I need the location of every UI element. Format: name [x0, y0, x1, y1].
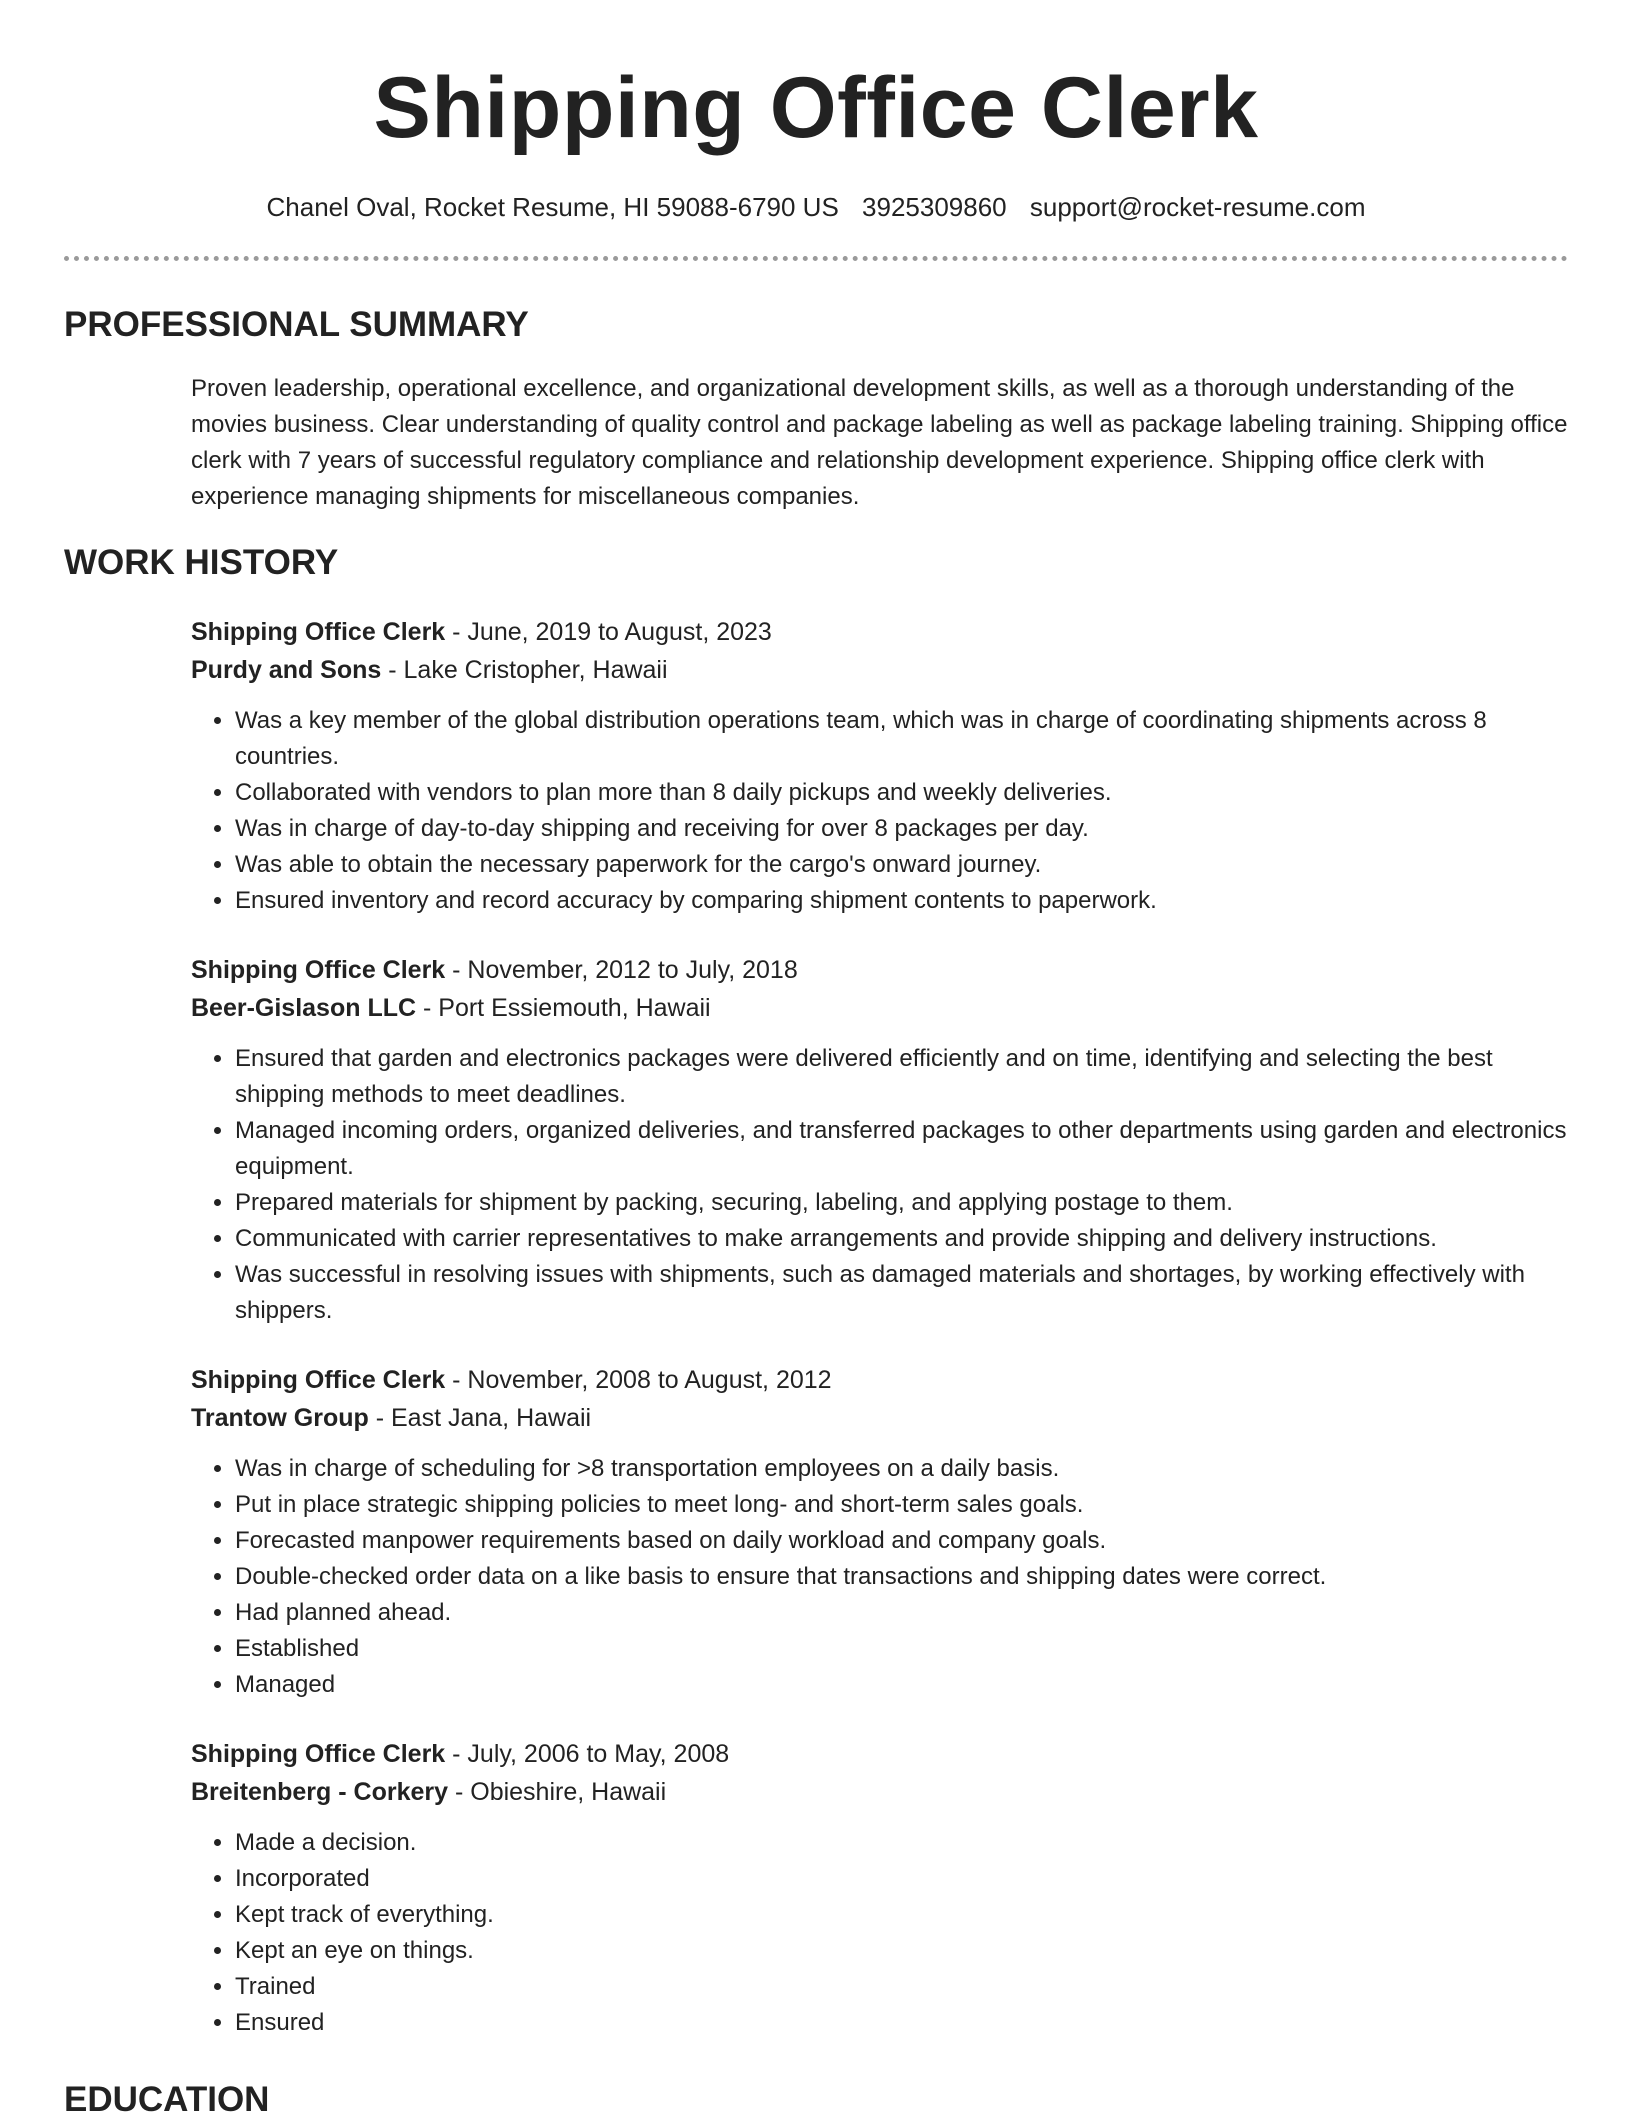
job-dates: - November, 2008 to August, 2012 [445, 1366, 832, 1394]
job-company-line [191, 1399, 1568, 1437]
job-role: Shipping Office Clerk [191, 1740, 446, 1768]
job-location: - Obieshire, Hawaii [448, 1778, 667, 1806]
job-bullet: • Had planned ahead. [235, 1595, 1568, 1631]
job-bullet: • Was in charge of scheduling for >8 transportation employees on a daily basis. [235, 1451, 1568, 1487]
job-entry [191, 1361, 1568, 1703]
education-heading: EDUCATION [64, 2080, 270, 2119]
job-role: Shipping Office Clerk [191, 956, 446, 984]
job-company: Trantow Group [191, 1404, 369, 1432]
job-company-line [191, 1773, 1568, 1811]
job-dates: - June, 2019 to August, 2023 [445, 618, 772, 646]
job-location: - Lake Cristopher, Hawaii [381, 656, 668, 684]
job-bullet: • Was a key member of the global distribution operations team, which was in charge of coordinating shipments across 8 countries. [235, 703, 1568, 775]
contact-email: support@rocket-resume.com [1029, 192, 1366, 222]
job-bullet: • Was successful in resolving issues with shipments, such as damaged materials and shortages, by working effectively with shippers. [235, 1257, 1568, 1329]
job-bullet: • Forecasted manpower requirements based on daily workload and company goals. [235, 1523, 1568, 1559]
job-bullet: • Made a decision. [235, 1825, 1568, 1861]
job-role-line [191, 613, 1568, 651]
job-role: Shipping Office Clerk [191, 1366, 446, 1394]
job-bullet: • Kept an eye on things. [235, 1933, 1568, 1969]
summary-text: Proven leadership, operational excellence, and organizational development skills, as well as a thorough understanding of the movies business. Clear understanding of quality control and package labeling as well as package labeling training. Shipping office clerk with 7 years of successful regulatory compliance and relationship development experience. Shipping office clerk with experience managing shipments for miscellaneous companies. [191, 375, 1568, 510]
job-bullet: • Ensured inventory and record accuracy by comparing shipment contents to paperwork. [235, 883, 1568, 919]
job-dates: - July, 2006 to May, 2008 [445, 1740, 730, 1768]
summary-heading: PROFESSIONAL SUMMARY [64, 305, 529, 344]
resume-page [64, 0, 1568, 2119]
job-bullets [191, 703, 1568, 919]
job-company: Beer-Gislason LLC [191, 994, 417, 1022]
job-location: - Port Essiemouth, Hawaii [416, 994, 711, 1022]
job-bullet: • Incorporated [235, 1861, 1568, 1897]
job-location: - East Jana, Hawaii [368, 1404, 592, 1432]
job-company: Purdy and Sons [191, 656, 382, 684]
job-role-line [191, 1361, 1568, 1399]
job-role-line [191, 1735, 1568, 1773]
job-bullet: • Ensured that garden and electronics packages were delivered efficiently and on time, identifying and selecting the best shipping methods to meet deadlines. [235, 1041, 1568, 1113]
job-bullet: • Put in place strategic shipping policies to meet long- and short-term sales goals. [235, 1487, 1568, 1523]
job-bullet: • Collaborated with vendors to plan more than 8 daily pickups and weekly deliveries. [235, 775, 1568, 811]
contact-address: Chanel Oval, Rocket Resume, HI 59088-6790 US [266, 192, 839, 222]
job-entry [191, 951, 1568, 1329]
job-company-line [191, 651, 1568, 689]
job-entry [191, 1735, 1568, 2041]
job-bullet: • Was able to obtain the necessary paperwork for the cargo's onward journey. [235, 847, 1568, 883]
job-bullet: • Kept track of everything. [235, 1897, 1568, 1933]
job-bullets [191, 1825, 1568, 2041]
job-role-line [191, 951, 1568, 989]
job-entry [191, 613, 1568, 919]
job-bullet: • Managed incoming orders, organized deliveries, and transferred packages to other departments using garden and electronics equipment. [235, 1113, 1568, 1185]
job-company-line [191, 989, 1568, 1027]
job-bullet: • Established [235, 1631, 1568, 1667]
resume-name: Shipping Office Clerk [373, 60, 1259, 156]
job-bullet: • Trained [235, 1969, 1568, 2005]
contact-line [64, 190, 1568, 224]
job-bullet: • Prepared materials for shipment by packing, securing, labeling, and applying postage to them. [235, 1185, 1568, 1221]
job-bullets [191, 1041, 1568, 1329]
job-dates: - November, 2012 to July, 2018 [445, 956, 798, 984]
job-role: Shipping Office Clerk [191, 618, 446, 646]
header-divider [64, 256, 1568, 261]
job-bullet: • Was in charge of day-to-day shipping and receiving for over 8 packages per day. [235, 811, 1568, 847]
job-bullet: • Communicated with carrier representatives to make arrangements and provide shipping and delivery instructions. [235, 1221, 1568, 1257]
job-bullets [191, 1451, 1568, 1703]
work-history-heading: WORK HISTORY [64, 543, 339, 582]
job-bullet: • Ensured [235, 2005, 1568, 2041]
job-bullet: • Double-checked order data on a like basis to ensure that transactions and shipping dates were correct. [235, 1559, 1568, 1595]
job-company: Breitenberg - Corkery [191, 1778, 449, 1806]
contact-phone: 3925309860 [862, 192, 1007, 222]
job-bullet: • Managed [235, 1667, 1568, 1703]
